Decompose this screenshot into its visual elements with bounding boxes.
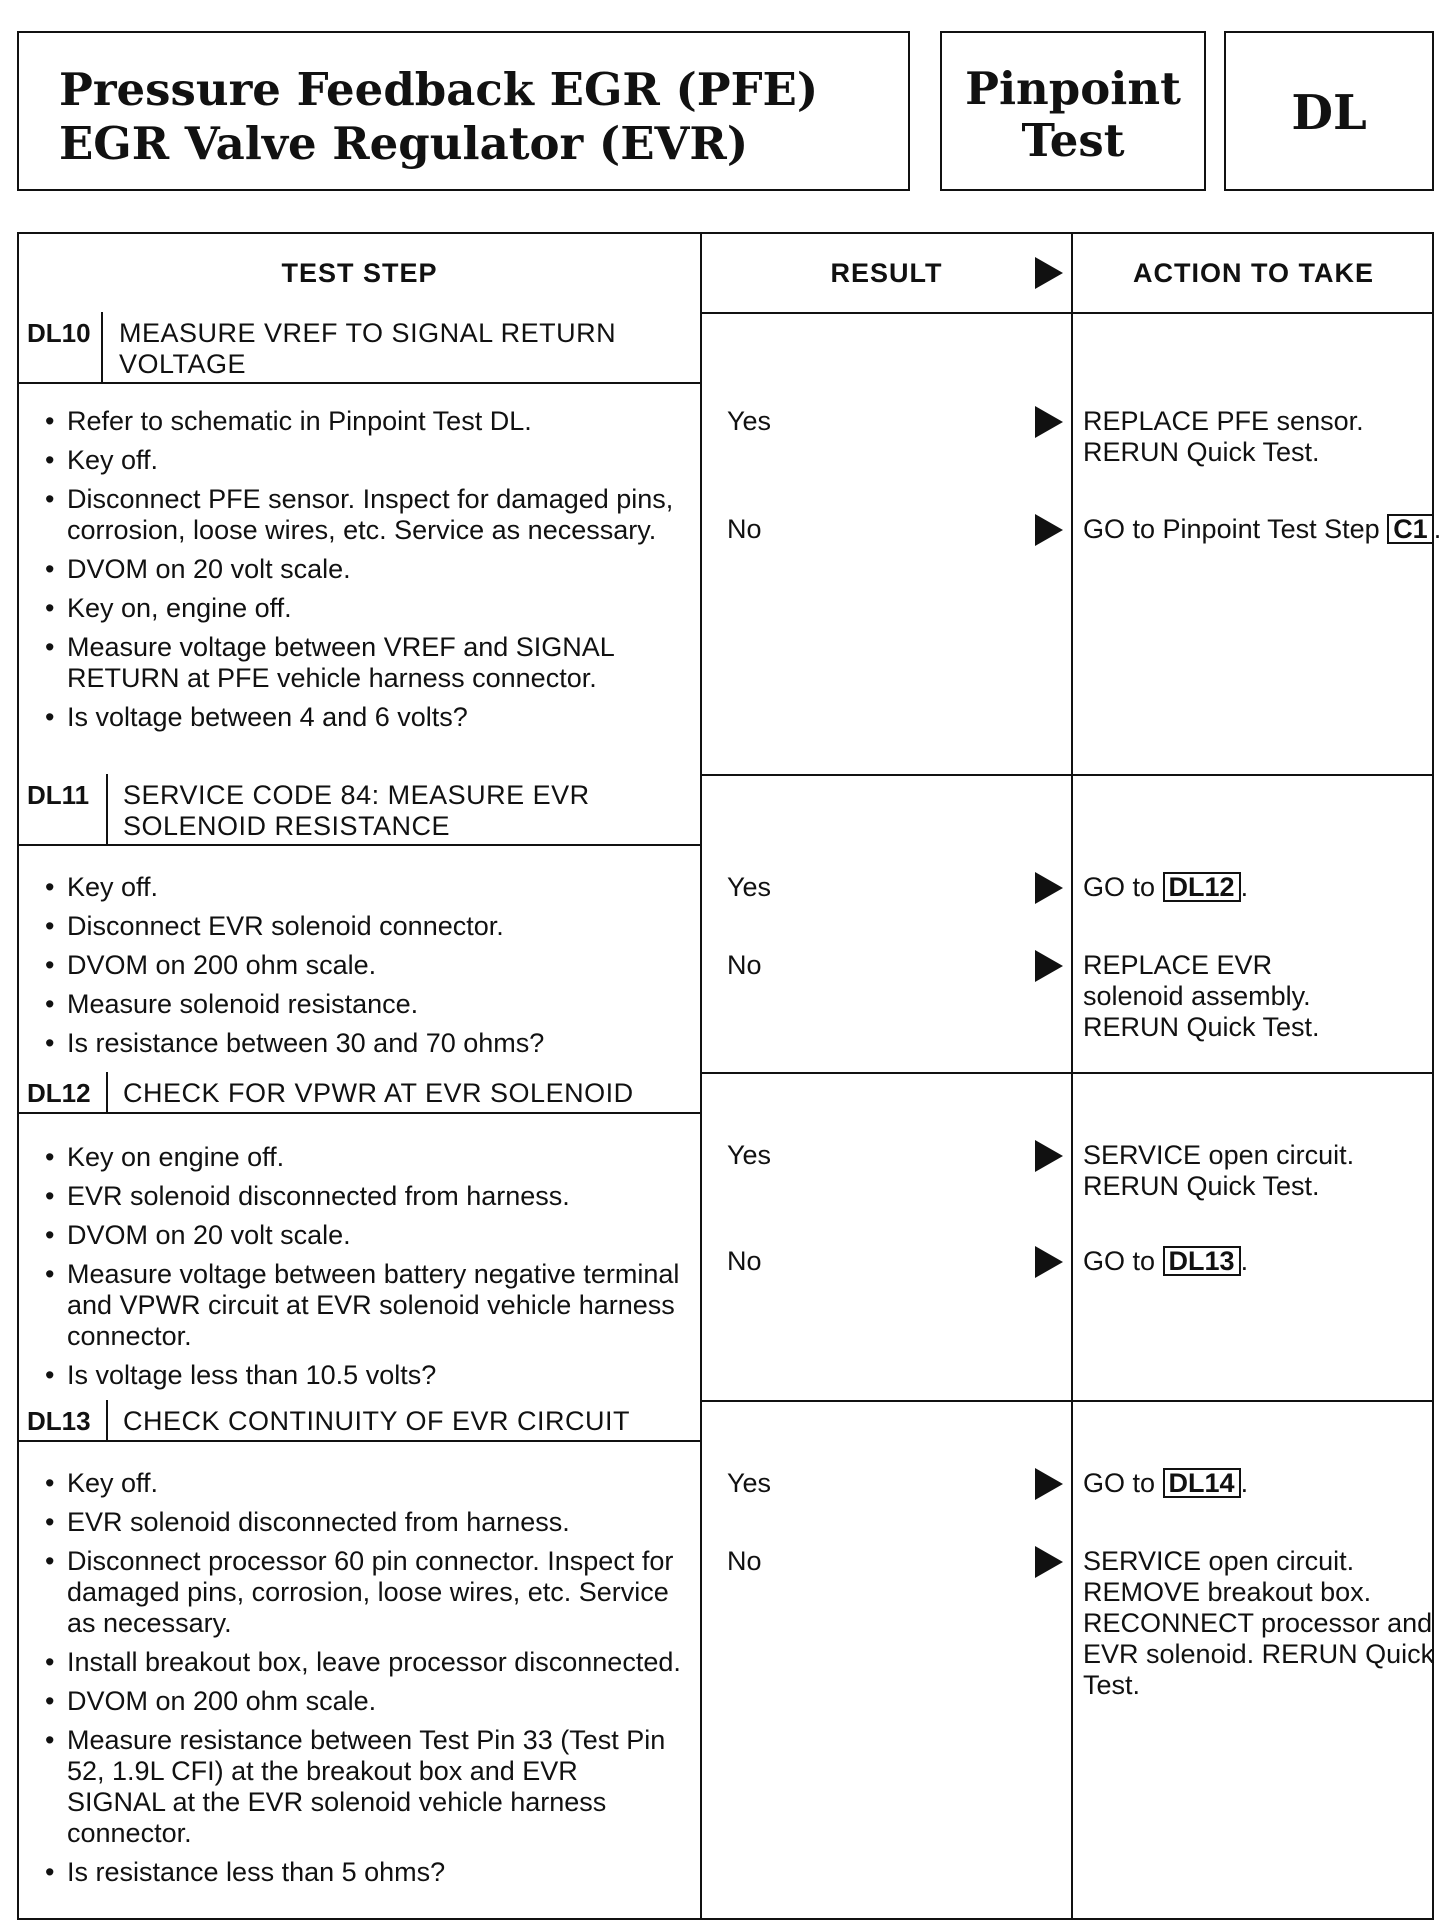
list-item: • Key off.: [41, 872, 681, 903]
action-text-pre: GO to: [1083, 1246, 1156, 1276]
action-text: [1083, 1468, 1443, 1499]
action-text: [1083, 872, 1443, 903]
column-header-test-step: TEST STEP: [281, 258, 438, 288]
result-no: No: [727, 1246, 762, 1276]
list-item: • EVR solenoid disconnected from harness.: [41, 1507, 681, 1538]
arrow-icon: [1035, 872, 1063, 904]
action-text-post: .: [1433, 514, 1442, 544]
title-line-1: Pressure Feedback EGR (PFE): [59, 63, 819, 116]
arrow-icon: [1035, 514, 1063, 546]
step-id: DL10: [19, 312, 103, 382]
step-title-line: VOLTAGE: [119, 349, 247, 379]
arrow-icon: [1035, 1546, 1063, 1578]
list-item: • Disconnect processor 60 pin connector. Inspect for damaged pins, corrosion, loose wires, etc. Service as necessary.: [41, 1546, 681, 1639]
step-reference-dl14[interactable]: DL14: [1163, 1468, 1241, 1498]
step-reference-c1[interactable]: C1: [1387, 514, 1434, 544]
action-text-post: .: [1240, 1468, 1249, 1498]
list-item: • Install breakout box, leave processor disconnected.: [41, 1647, 681, 1678]
step-bullets-dl11: [41, 872, 681, 1067]
step-title: CHECK FOR VPWR AT EVR SOLENOID: [123, 1078, 634, 1108]
action-text-pre: GO to: [1083, 1468, 1156, 1498]
list-item: • Measure resistance between Test Pin 33 (Test Pin 52, 1.9L CFI) at the breakout box and EVR SIGNAL at the EVR solenoid vehicle harness connector.: [41, 1725, 681, 1849]
list-item: • Key on engine off.: [41, 1142, 681, 1173]
list-item: • Disconnect EVR solenoid connector.: [41, 911, 681, 942]
step-header-dl11: [19, 774, 702, 846]
arrow-icon: [1035, 1140, 1063, 1172]
page-title: [17, 31, 910, 191]
list-item: • Key off.: [41, 1468, 681, 1499]
column-divider: [1071, 234, 1073, 1918]
result-yes: Yes: [727, 872, 772, 902]
result-label: RESULT: [830, 258, 943, 288]
list-item: • Is voltage less than 10.5 volts?: [41, 1360, 681, 1391]
step-header-dl13: [19, 1400, 702, 1442]
step-id: DL13: [19, 1400, 108, 1440]
arrow-icon: [1035, 1246, 1063, 1278]
action-text: REPLACE EVR solenoid assembly. RERUN Quick Test.: [1083, 950, 1320, 1042]
step-reference-dl13[interactable]: DL13: [1163, 1246, 1241, 1276]
step-title: [119, 312, 616, 380]
title-line-2: EGR Valve Regulator (EVR): [59, 117, 749, 170]
step-bullets-dl12: [41, 1142, 681, 1399]
step-id: DL11: [19, 774, 108, 844]
result-yes: Yes: [727, 1140, 772, 1170]
action-text-pre: GO to Pinpoint Test Step: [1083, 514, 1380, 544]
arrow-icon: [1035, 406, 1063, 438]
result-no: No: [727, 514, 762, 544]
list-item: • Is resistance between 30 and 70 ohms?: [41, 1028, 681, 1059]
list-item: • DVOM on 200 ohm scale.: [41, 1686, 681, 1717]
list-item: • DVOM on 20 volt scale.: [41, 1220, 681, 1251]
test-code: DL: [1224, 31, 1434, 191]
action-text-post: .: [1240, 1246, 1249, 1276]
action-text: SERVICE open circuit. RERUN Quick Test.: [1083, 1140, 1355, 1201]
list-item: • Key on, engine off.: [41, 593, 681, 624]
arrow-icon: [1035, 257, 1063, 289]
result-no: No: [727, 1546, 762, 1576]
action-text: SERVICE open circuit. REMOVE breakout box. RECONNECT processor and EVR solenoid. RERUN Quick Test.: [1083, 1546, 1435, 1700]
column-header-action: ACTION TO TAKE: [1133, 258, 1374, 288]
list-item: • DVOM on 200 ohm scale.: [41, 950, 681, 981]
result-yes: Yes: [727, 406, 772, 436]
step-bullets-dl13: [41, 1468, 681, 1896]
step-header-dl10: [19, 312, 702, 384]
arrow-icon: [1035, 1468, 1063, 1500]
step-bullets-dl10: [41, 406, 681, 741]
list-item: • Is resistance less than 5 ohms?: [41, 1857, 681, 1888]
action-text-post: .: [1240, 872, 1249, 902]
action-text: [1083, 1246, 1443, 1277]
step-id: DL12: [19, 1072, 108, 1112]
pinpoint-line-1: Pinpoint: [965, 62, 1181, 115]
pinpoint-line-2: Test: [1021, 114, 1125, 167]
action-text: [1083, 514, 1443, 545]
list-item: • DVOM on 20 volt scale.: [41, 554, 681, 585]
list-item: • Measure voltage between VREF and SIGNAL RETURN at PFE vehicle harness connector.: [41, 632, 681, 694]
step-title-line: SERVICE CODE 84: MEASURE EVR: [123, 780, 590, 810]
arrow-icon: [1035, 950, 1063, 982]
step-title-line: MEASURE VREF TO SIGNAL RETURN: [119, 318, 617, 348]
list-item: • Key off.: [41, 445, 681, 476]
step-title-line: SOLENOID RESISTANCE: [123, 811, 451, 841]
step-title: [123, 774, 590, 842]
step-reference-dl12[interactable]: DL12: [1163, 872, 1241, 902]
step-title: CHECK CONTINUITY OF EVR CIRCUIT: [123, 1406, 631, 1436]
test-table: [17, 232, 1442, 1920]
list-item: • Is voltage between 4 and 6 volts?: [41, 702, 681, 733]
pinpoint-test-label: [940, 31, 1206, 191]
action-text: REPLACE PFE sensor. RERUN Quick Test.: [1083, 406, 1364, 467]
list-item: • Measure solenoid resistance.: [41, 989, 681, 1020]
result-no: No: [727, 950, 762, 980]
step-header-dl12: [19, 1072, 702, 1114]
action-text-pre: GO to: [1083, 872, 1156, 902]
list-item: • Refer to schematic in Pinpoint Test DL.: [41, 406, 681, 437]
list-item: • EVR solenoid disconnected from harness.: [41, 1181, 681, 1212]
result-yes: Yes: [727, 1468, 772, 1498]
column-header-result: [702, 234, 1071, 312]
list-item: • Disconnect PFE sensor. Inspect for damaged pins, corrosion, loose wires, etc. Service as necessary.: [41, 484, 681, 546]
list-item: • Measure voltage between battery negative terminal and VPWR circuit at EVR solenoid vehicle harness connector.: [41, 1259, 681, 1352]
